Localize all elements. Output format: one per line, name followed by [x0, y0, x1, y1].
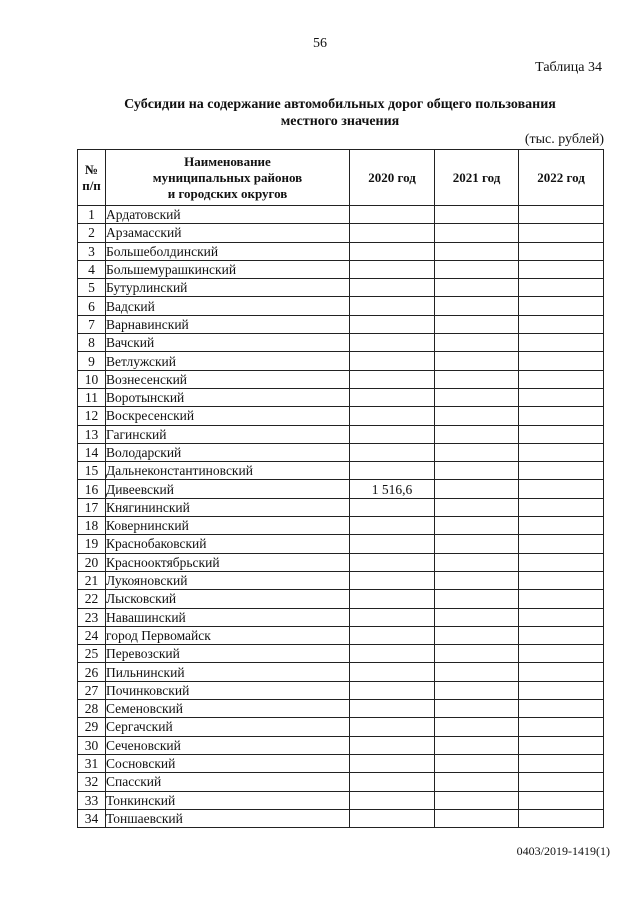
district-name: Вачский [106, 334, 350, 352]
table-row [78, 224, 604, 242]
row-number: 21 [78, 571, 106, 589]
value-2022 [519, 279, 604, 297]
row-number: 10 [78, 370, 106, 388]
value-2020 [350, 260, 435, 278]
row-number: 19 [78, 535, 106, 553]
header-name-line-2: муниципальных районов [152, 169, 303, 185]
value-2020 [350, 681, 435, 699]
value-2020 [350, 571, 435, 589]
table-row [78, 809, 604, 827]
value-2021 [435, 645, 519, 663]
row-number: 31 [78, 754, 106, 772]
table-row [78, 645, 604, 663]
header-2021: 2021 год [435, 150, 519, 206]
district-name: Воротынский [106, 388, 350, 406]
value-2022 [519, 791, 604, 809]
value-2020 [350, 791, 435, 809]
row-number: 34 [78, 809, 106, 827]
value-2021 [435, 370, 519, 388]
row-number: 22 [78, 590, 106, 608]
district-name: Ковернинский [106, 517, 350, 535]
table-row [78, 535, 604, 553]
value-2022 [519, 663, 604, 681]
value-2022 [519, 571, 604, 589]
value-2021 [435, 498, 519, 516]
district-name: Большемурашкинский [106, 260, 350, 278]
row-number: 7 [78, 315, 106, 333]
value-2020 [350, 498, 435, 516]
value-2021 [435, 736, 519, 754]
row-number: 28 [78, 700, 106, 718]
value-2021 [435, 260, 519, 278]
value-2021 [435, 535, 519, 553]
value-2020 [350, 663, 435, 681]
table-row [78, 315, 604, 333]
value-2020 [350, 462, 435, 480]
value-2022 [519, 425, 604, 443]
table-row [78, 590, 604, 608]
row-number: 5 [78, 279, 106, 297]
row-number: 9 [78, 352, 106, 370]
value-2020 [350, 315, 435, 333]
value-2022 [519, 260, 604, 278]
table-title [60, 96, 620, 130]
table-row [78, 791, 604, 809]
value-2021 [435, 700, 519, 718]
row-number: 24 [78, 626, 106, 644]
table-row [78, 718, 604, 736]
district-name: Воскресенский [106, 407, 350, 425]
value-2021 [435, 279, 519, 297]
table-row [78, 425, 604, 443]
table-row [78, 571, 604, 589]
value-2021 [435, 388, 519, 406]
value-2021 [435, 352, 519, 370]
value-2020 [350, 736, 435, 754]
row-number: 15 [78, 462, 106, 480]
value-2020 [350, 242, 435, 260]
district-name: Дивеевский [106, 480, 350, 498]
table-row [78, 352, 604, 370]
value-2022 [519, 480, 604, 498]
value-2021 [435, 407, 519, 425]
title-line-1: Субсидии на содержание автомобильных дорог общего пользования [124, 97, 556, 112]
table-row [78, 663, 604, 681]
row-number: 26 [78, 663, 106, 681]
value-2021 [435, 773, 519, 791]
table-row [78, 279, 604, 297]
value-2020 [350, 645, 435, 663]
district-name: Починковский [106, 681, 350, 699]
row-number: 17 [78, 498, 106, 516]
value-2022 [519, 443, 604, 461]
district-name: Лукояновский [106, 571, 350, 589]
value-2022 [519, 206, 604, 224]
value-2021 [435, 480, 519, 498]
document-code: 0403/2019-1419(1) [516, 844, 610, 858]
value-2022 [519, 809, 604, 827]
district-name: Семеновский [106, 700, 350, 718]
table-row [78, 517, 604, 535]
value-2020 [350, 206, 435, 224]
value-2022 [519, 626, 604, 644]
value-2021 [435, 791, 519, 809]
value-2021 [435, 242, 519, 260]
value-2022 [519, 224, 604, 242]
table-row [78, 681, 604, 699]
table-row [78, 297, 604, 315]
value-2022 [519, 334, 604, 352]
district-name: Дальнеконстантиновский [106, 462, 350, 480]
value-2020 [350, 297, 435, 315]
row-number: 13 [78, 425, 106, 443]
table-row [78, 370, 604, 388]
value-2021 [435, 206, 519, 224]
value-2022 [519, 608, 604, 626]
district-name: Лысковский [106, 590, 350, 608]
district-name: Краснобаковский [106, 535, 350, 553]
district-name: Володарский [106, 443, 350, 461]
row-number: 20 [78, 553, 106, 571]
value-2022 [519, 498, 604, 516]
value-2022 [519, 352, 604, 370]
district-name: Гагинский [106, 425, 350, 443]
subsidies-table [77, 149, 604, 828]
row-number: 29 [78, 718, 106, 736]
value-2020 [350, 700, 435, 718]
value-2021 [435, 754, 519, 772]
district-name: Ардатовский [106, 206, 350, 224]
table-row [78, 206, 604, 224]
header-2020: 2020 год [350, 150, 435, 206]
value-2022 [519, 681, 604, 699]
value-2022 [519, 736, 604, 754]
value-2022 [519, 553, 604, 571]
row-number: 11 [78, 388, 106, 406]
table-row [78, 626, 604, 644]
table-row [78, 498, 604, 516]
value-2021 [435, 334, 519, 352]
value-2020 [350, 388, 435, 406]
value-2022 [519, 700, 604, 718]
value-2020: 1 516,6 [350, 480, 435, 498]
row-number: 32 [78, 773, 106, 791]
value-2021 [435, 718, 519, 736]
value-2021 [435, 626, 519, 644]
table-row [78, 462, 604, 480]
table-row [78, 700, 604, 718]
table-row [78, 553, 604, 571]
row-number: 18 [78, 517, 106, 535]
value-2021 [435, 553, 519, 571]
value-2020 [350, 517, 435, 535]
row-number: 3 [78, 242, 106, 260]
row-number: 23 [78, 608, 106, 626]
district-name: Перевозский [106, 645, 350, 663]
row-number: 1 [78, 206, 106, 224]
district-name: Краснооктябрьский [106, 553, 350, 571]
row-number: 12 [78, 407, 106, 425]
value-2020 [350, 425, 435, 443]
district-name: Арзамасский [106, 224, 350, 242]
district-name: Бутурлинский [106, 279, 350, 297]
value-2022 [519, 388, 604, 406]
page-number: 56 [313, 36, 327, 51]
value-2020 [350, 352, 435, 370]
value-2021 [435, 425, 519, 443]
header-name-line-1: Наименование [184, 153, 271, 169]
table-row [78, 407, 604, 425]
value-2021 [435, 608, 519, 626]
value-2022 [519, 645, 604, 663]
header-name [106, 150, 350, 206]
table-row [78, 736, 604, 754]
row-number: 33 [78, 791, 106, 809]
value-2022 [519, 718, 604, 736]
value-2020 [350, 535, 435, 553]
value-2020 [350, 334, 435, 352]
value-2022 [519, 590, 604, 608]
table-row [78, 260, 604, 278]
value-2021 [435, 315, 519, 333]
value-2020 [350, 754, 435, 772]
value-2020 [350, 443, 435, 461]
table-row [78, 388, 604, 406]
district-name: Тонкинский [106, 791, 350, 809]
value-2020 [350, 224, 435, 242]
district-name: Спасский [106, 773, 350, 791]
row-number: 16 [78, 480, 106, 498]
table-row [78, 608, 604, 626]
value-2020 [350, 809, 435, 827]
header-row [78, 150, 604, 206]
value-2022 [519, 297, 604, 315]
table-row [78, 773, 604, 791]
district-name: Сеченовский [106, 736, 350, 754]
table-body [78, 206, 604, 828]
value-2020 [350, 608, 435, 626]
row-number: 25 [78, 645, 106, 663]
district-name: Вознесенский [106, 370, 350, 388]
table-row [78, 480, 604, 498]
district-name: Навашинский [106, 608, 350, 626]
value-2022 [519, 773, 604, 791]
row-number: 6 [78, 297, 106, 315]
value-2020 [350, 590, 435, 608]
value-2020 [350, 553, 435, 571]
row-number: 8 [78, 334, 106, 352]
value-2022 [519, 754, 604, 772]
value-2022 [519, 315, 604, 333]
header-num: № п/п [78, 150, 106, 206]
title-line-2: местного значения [280, 114, 400, 129]
district-name: Вадский [106, 297, 350, 315]
district-name: Сергачский [106, 718, 350, 736]
district-name: город Первомайск [106, 626, 350, 644]
table-row [78, 242, 604, 260]
value-2020 [350, 279, 435, 297]
table-label: Таблица 34 [535, 60, 602, 75]
value-2021 [435, 462, 519, 480]
row-number: 4 [78, 260, 106, 278]
value-2021 [435, 443, 519, 461]
district-name: Ветлужский [106, 352, 350, 370]
value-2020 [350, 407, 435, 425]
value-2022 [519, 535, 604, 553]
district-name: Пильнинский [106, 663, 350, 681]
value-2021 [435, 681, 519, 699]
value-2022 [519, 407, 604, 425]
value-2020 [350, 773, 435, 791]
district-name: Варнавинский [106, 315, 350, 333]
value-2020 [350, 626, 435, 644]
table-row [78, 334, 604, 352]
value-2022 [519, 242, 604, 260]
value-2021 [435, 663, 519, 681]
value-2022 [519, 462, 604, 480]
units-label: (тыс. рублей) [524, 132, 604, 147]
table-row [78, 754, 604, 772]
value-2020 [350, 370, 435, 388]
value-2021 [435, 297, 519, 315]
value-2021 [435, 224, 519, 242]
district-name: Большеболдинский [106, 242, 350, 260]
row-number: 30 [78, 736, 106, 754]
value-2020 [350, 718, 435, 736]
row-number: 2 [78, 224, 106, 242]
value-2022 [519, 517, 604, 535]
row-number: 14 [78, 443, 106, 461]
header-2022: 2022 год [519, 150, 604, 206]
header-name-line-3: и городских округов [167, 185, 288, 201]
table-row [78, 443, 604, 461]
value-2021 [435, 571, 519, 589]
district-name: Тоншаевский [106, 809, 350, 827]
district-name: Княгининский [106, 498, 350, 516]
value-2022 [519, 370, 604, 388]
value-2021 [435, 809, 519, 827]
row-number: 27 [78, 681, 106, 699]
value-2021 [435, 517, 519, 535]
district-name: Сосновский [106, 754, 350, 772]
value-2021 [435, 590, 519, 608]
